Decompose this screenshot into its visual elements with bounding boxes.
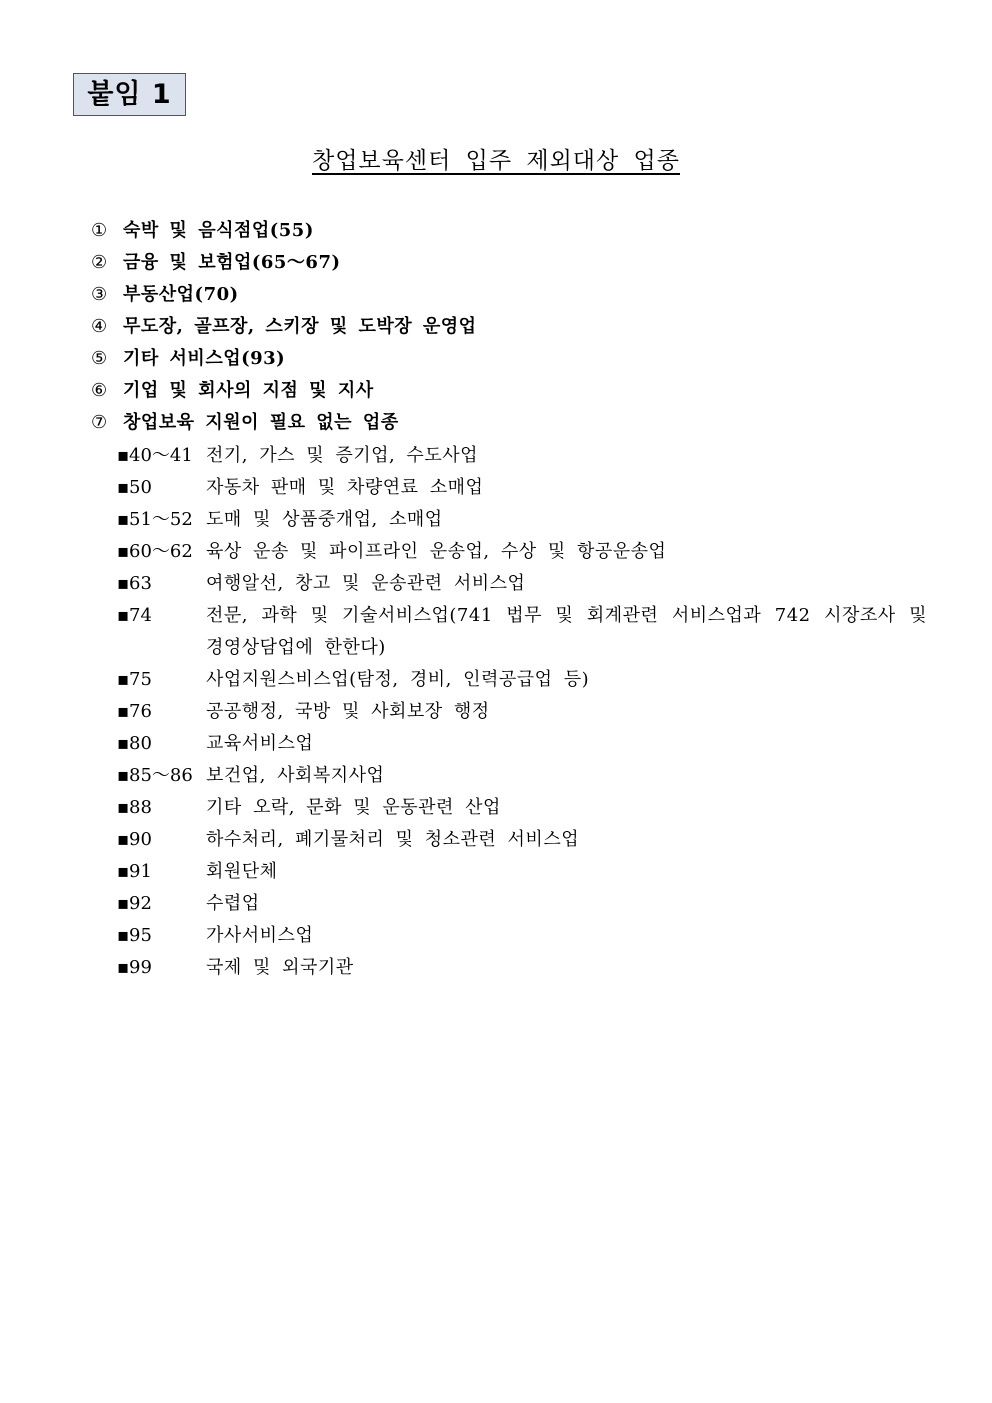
industry-description: 전문, 과학 및 기술서비스업(741 법무 및 회계관련 서비스업과 742 시장조사 및 경영상담업에 한한다)	[206, 605, 927, 658]
industry-code: 90	[129, 829, 152, 850]
industry-code: 95	[129, 925, 152, 946]
industry-code: 85～86	[129, 765, 193, 786]
industry-description: 자동차 판매 및 차량연료 소매업	[206, 477, 484, 498]
industry-code: 74	[129, 605, 152, 626]
item-text: 부동산업(70)	[123, 284, 239, 305]
bullet-icon: ▪	[117, 925, 130, 946]
list-item	[117, 792, 927, 824]
document-title	[0, 143, 992, 179]
list-item	[117, 568, 927, 600]
list-item	[91, 279, 931, 311]
list-item	[117, 856, 927, 888]
industry-description: 공공행정, 국방 및 사회보장 행정	[206, 701, 490, 722]
industry-code: 40～41	[129, 445, 193, 466]
bullet-icon: ▪	[117, 957, 130, 978]
list-item	[91, 407, 931, 439]
industry-description: 기타 오락, 문화 및 운동관련 산업	[206, 797, 501, 818]
industry-code: 63	[129, 573, 152, 594]
list-item	[91, 247, 931, 279]
list-item	[117, 664, 927, 696]
list-item	[91, 343, 931, 375]
list-item	[117, 472, 927, 504]
item-text: 기업 및 회사의 지점 및 지사	[123, 380, 374, 401]
item-number: ⑤	[91, 348, 108, 369]
bullet-icon: ▪	[117, 765, 130, 786]
bullet-icon: ▪	[117, 445, 130, 466]
list-item	[117, 952, 927, 984]
bullet-icon: ▪	[117, 541, 130, 562]
bullet-icon: ▪	[117, 829, 130, 850]
list-item	[117, 440, 927, 472]
excluded-industry-list	[91, 215, 931, 439]
bullet-icon: ▪	[117, 701, 130, 722]
industry-code: 60～62	[129, 541, 193, 562]
bullet-icon: ▪	[117, 893, 130, 914]
item-number: ⑦	[91, 412, 108, 433]
industry-code: 92	[129, 893, 152, 914]
list-item	[117, 504, 927, 536]
item-number: ④	[91, 316, 108, 337]
industry-code: 50	[129, 477, 152, 498]
bullet-icon: ▪	[117, 509, 130, 530]
list-item	[117, 920, 927, 952]
list-item	[117, 536, 927, 568]
industry-code: 80	[129, 733, 152, 754]
list-item	[117, 728, 927, 760]
item-number: ⑥	[91, 380, 108, 401]
bullet-icon: ▪	[117, 861, 130, 882]
item-number: ③	[91, 284, 108, 305]
list-item	[117, 888, 927, 920]
list-item	[117, 760, 927, 792]
industry-description: 여행알선, 창고 및 운송관련 서비스업	[206, 573, 526, 594]
bullet-icon: ▪	[117, 605, 130, 626]
list-item	[91, 375, 931, 407]
industry-description: 도매 및 상품중개업, 소매업	[206, 509, 443, 530]
list-item	[91, 311, 931, 343]
list-item	[117, 696, 927, 728]
industry-description: 교육서비스업	[206, 733, 314, 754]
industry-code: 75	[129, 669, 152, 690]
industry-code: 51～52	[129, 509, 193, 530]
bullet-icon: ▪	[117, 573, 130, 594]
industry-code-list	[117, 440, 927, 984]
industry-description: 수렵업	[206, 893, 260, 914]
industry-description: 가사서비스업	[206, 925, 314, 946]
industry-description: 국제 및 외국기관	[206, 957, 354, 978]
attachment-badge: 붙임 1	[73, 73, 186, 116]
document-title-text: 창업보육센터 입주 제외대상 업종	[312, 148, 680, 174]
bullet-icon: ▪	[117, 669, 130, 690]
item-text: 기타 서비스업(93)	[123, 348, 286, 369]
bullet-icon: ▪	[117, 477, 130, 498]
list-item	[117, 824, 927, 856]
bullet-icon: ▪	[117, 797, 130, 818]
industry-description: 사업지원스비스업(탐정, 경비, 인력공급업 등)	[206, 669, 590, 690]
item-number: ②	[91, 252, 108, 273]
industry-code: 76	[129, 701, 152, 722]
item-text: 숙박 및 음식점업(55)	[123, 220, 314, 241]
industry-description: 전기, 가스 및 증기업, 수도사업	[206, 445, 478, 466]
industry-description: 하수처리, 폐기물처리 및 청소관련 서비스업	[206, 829, 580, 850]
item-text: 금융 및 보험업(65～67)	[123, 252, 341, 273]
item-text: 무도장, 골프장, 스키장 및 도박장 운영업	[123, 316, 477, 337]
item-number: ①	[91, 220, 108, 241]
list-item	[91, 215, 931, 247]
list-item	[117, 600, 927, 664]
bullet-icon: ▪	[117, 733, 130, 754]
industry-code: 91	[129, 861, 152, 882]
industry-code: 88	[129, 797, 152, 818]
industry-description: 보건업, 사회복지사업	[206, 765, 385, 786]
item-text: 창업보육 지원이 필요 없는 업종	[123, 412, 399, 433]
industry-code: 99	[129, 957, 152, 978]
industry-description: 회원단체	[206, 861, 278, 882]
industry-description: 육상 운송 및 파이프라인 운송업, 수상 및 항공운송업	[206, 541, 667, 562]
